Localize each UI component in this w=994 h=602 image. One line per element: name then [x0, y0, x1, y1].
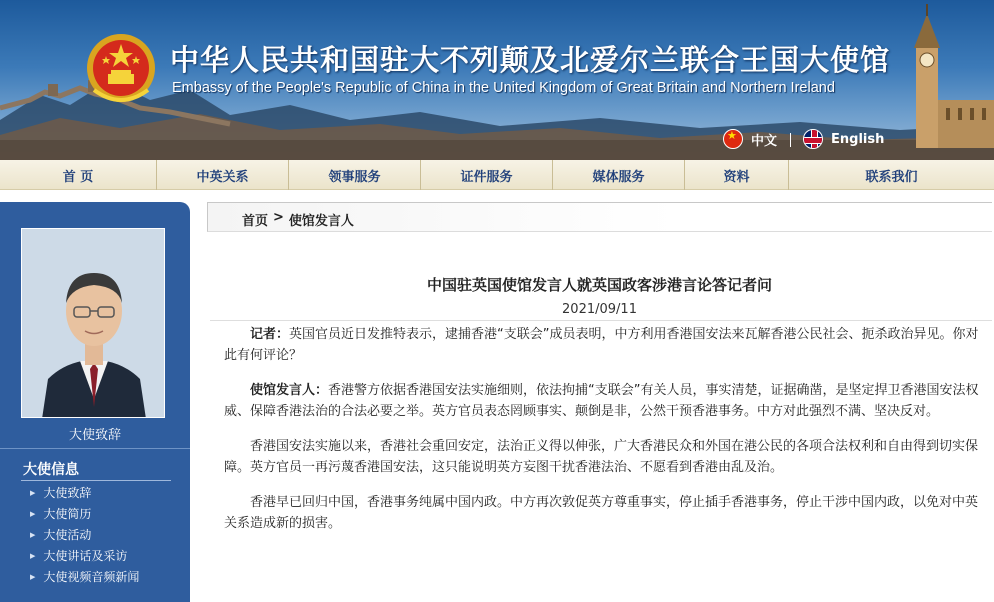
- paragraph-text: 香港国安法实施以来，香港社会重回安定，法治正义得以伸张，广大香港民众和外国在港公民的各项合法权利和自由得到切实保障。英方官员一再污蔑香港国安法，这只能说明英方妄图干扰香港法治、不愿看到香港由乱及治。: [224, 439, 979, 475]
- breadcrumb-separator: >: [273, 210, 284, 225]
- triangle-right-icon: ▶: [30, 572, 36, 581]
- breadcrumb-home-link[interactable]: 首页: [242, 214, 269, 229]
- sidebar-item-label: 大使讲话及采访: [43, 549, 128, 563]
- nav-china-uk-relations[interactable]: 中英关系: [157, 160, 289, 190]
- article-date: 2021/09/11: [562, 302, 637, 317]
- language-chinese-label: 中文: [751, 133, 778, 149]
- sidebar-item-label: 大使活动: [43, 528, 92, 542]
- china-flag-icon: [723, 129, 743, 149]
- sidebar-item-speeches-interviews[interactable]: [30, 545, 139, 566]
- article-title: 中国驻英国使馆发言人就英国政客涉港言论答记者问: [426, 276, 772, 294]
- sidebar-item-video-audio-news[interactable]: [30, 566, 139, 587]
- nav-contact-us[interactable]: 联系我们: [865, 169, 918, 185]
- ambassador-info-heading: 大使信息: [23, 462, 79, 478]
- sidebar-item-label: 大使简历: [43, 507, 92, 521]
- sidebar-divider: [0, 448, 190, 449]
- article-body: [224, 324, 982, 548]
- sidebar-item-activities[interactable]: [30, 524, 139, 545]
- language-separator: [790, 133, 791, 147]
- big-ben-icon: [906, 0, 994, 160]
- language-chinese-link[interactable]: [723, 128, 777, 150]
- header-banner: [0, 0, 994, 160]
- sidebar-item-label: 大使致辞: [43, 486, 92, 500]
- breadcrumb-current-link[interactable]: 使馆发言人: [288, 214, 354, 229]
- article-paragraph: [224, 436, 982, 478]
- heading-underline: [21, 480, 171, 481]
- title-divider: [210, 320, 992, 321]
- triangle-right-icon: ▶: [30, 530, 36, 539]
- speaker-label: 使馆发言人：: [250, 383, 329, 398]
- nav-document-services[interactable]: 证件服务: [421, 160, 553, 190]
- breadcrumb: [242, 210, 354, 229]
- article-paragraph: [224, 324, 982, 366]
- nav-consular-services[interactable]: 领事服务: [289, 160, 421, 190]
- triangle-right-icon: ▶: [30, 488, 36, 497]
- breadcrumb-bar: [207, 202, 992, 232]
- ambassador-portrait[interactable]: [21, 228, 165, 418]
- triangle-right-icon: ▶: [30, 551, 36, 560]
- language-english-label: English: [831, 131, 885, 147]
- paragraph-text: 香港早已回归中国，香港事务纯属中国内政。中方再次敦促英方尊重事实，停止插手香港事务，停止干涉中国内政，以免对中英关系造成新的损害。: [224, 495, 979, 531]
- nav-home[interactable]: 首 页: [0, 160, 157, 190]
- nav-media-services[interactable]: 媒体服务: [553, 160, 685, 190]
- embassy-title-en: Embassy of the People's Republic of China in the United Kingdom of Great Britain and Northern Ireland: [172, 80, 835, 96]
- triangle-right-icon: ▶: [30, 509, 36, 518]
- ambassador-info-list: [30, 482, 139, 587]
- article-paragraph: [224, 492, 982, 534]
- paragraph-text: 英国官员近日发推特表示，逮捕香港“支联会”成员表明，中方利用香港国安法来瓦解香港公民社会、扼杀政治异见。你对此有何评论？: [224, 327, 979, 363]
- ambassador-photo: [22, 229, 165, 418]
- sidebar-item-resume[interactable]: [30, 503, 139, 524]
- article-paragraph: [224, 380, 982, 422]
- portrait-caption[interactable]: 大使致辞: [68, 428, 121, 443]
- paragraph-text: 香港警方依据香港国安法实施细则，依法拘捕“支联会”有关人员，事实清楚，证据确凿，是坚定捍卫香港国安法权威、保障香港法治的合法必要之举。英方官员表态罔顾事实、颠倒是非，公然干预香港事务。中方对此强烈不满、坚决反对。: [224, 383, 979, 419]
- sidebar: [0, 202, 190, 602]
- main-navigation: [0, 160, 994, 190]
- uk-flag-icon: [803, 129, 823, 149]
- national-emblem-icon: [84, 30, 158, 108]
- language-english-link[interactable]: [803, 128, 884, 150]
- embassy-title-cn: 中华人民共和国驻大不列颠及北爱尔兰联合王国大使馆: [170, 43, 891, 77]
- speaker-label: 记者：: [250, 327, 290, 342]
- sidebar-item-label: 大使视频音频新闻: [43, 570, 140, 584]
- sidebar-item-speech[interactable]: [30, 482, 139, 503]
- nav-materials[interactable]: 资料: [685, 160, 789, 190]
